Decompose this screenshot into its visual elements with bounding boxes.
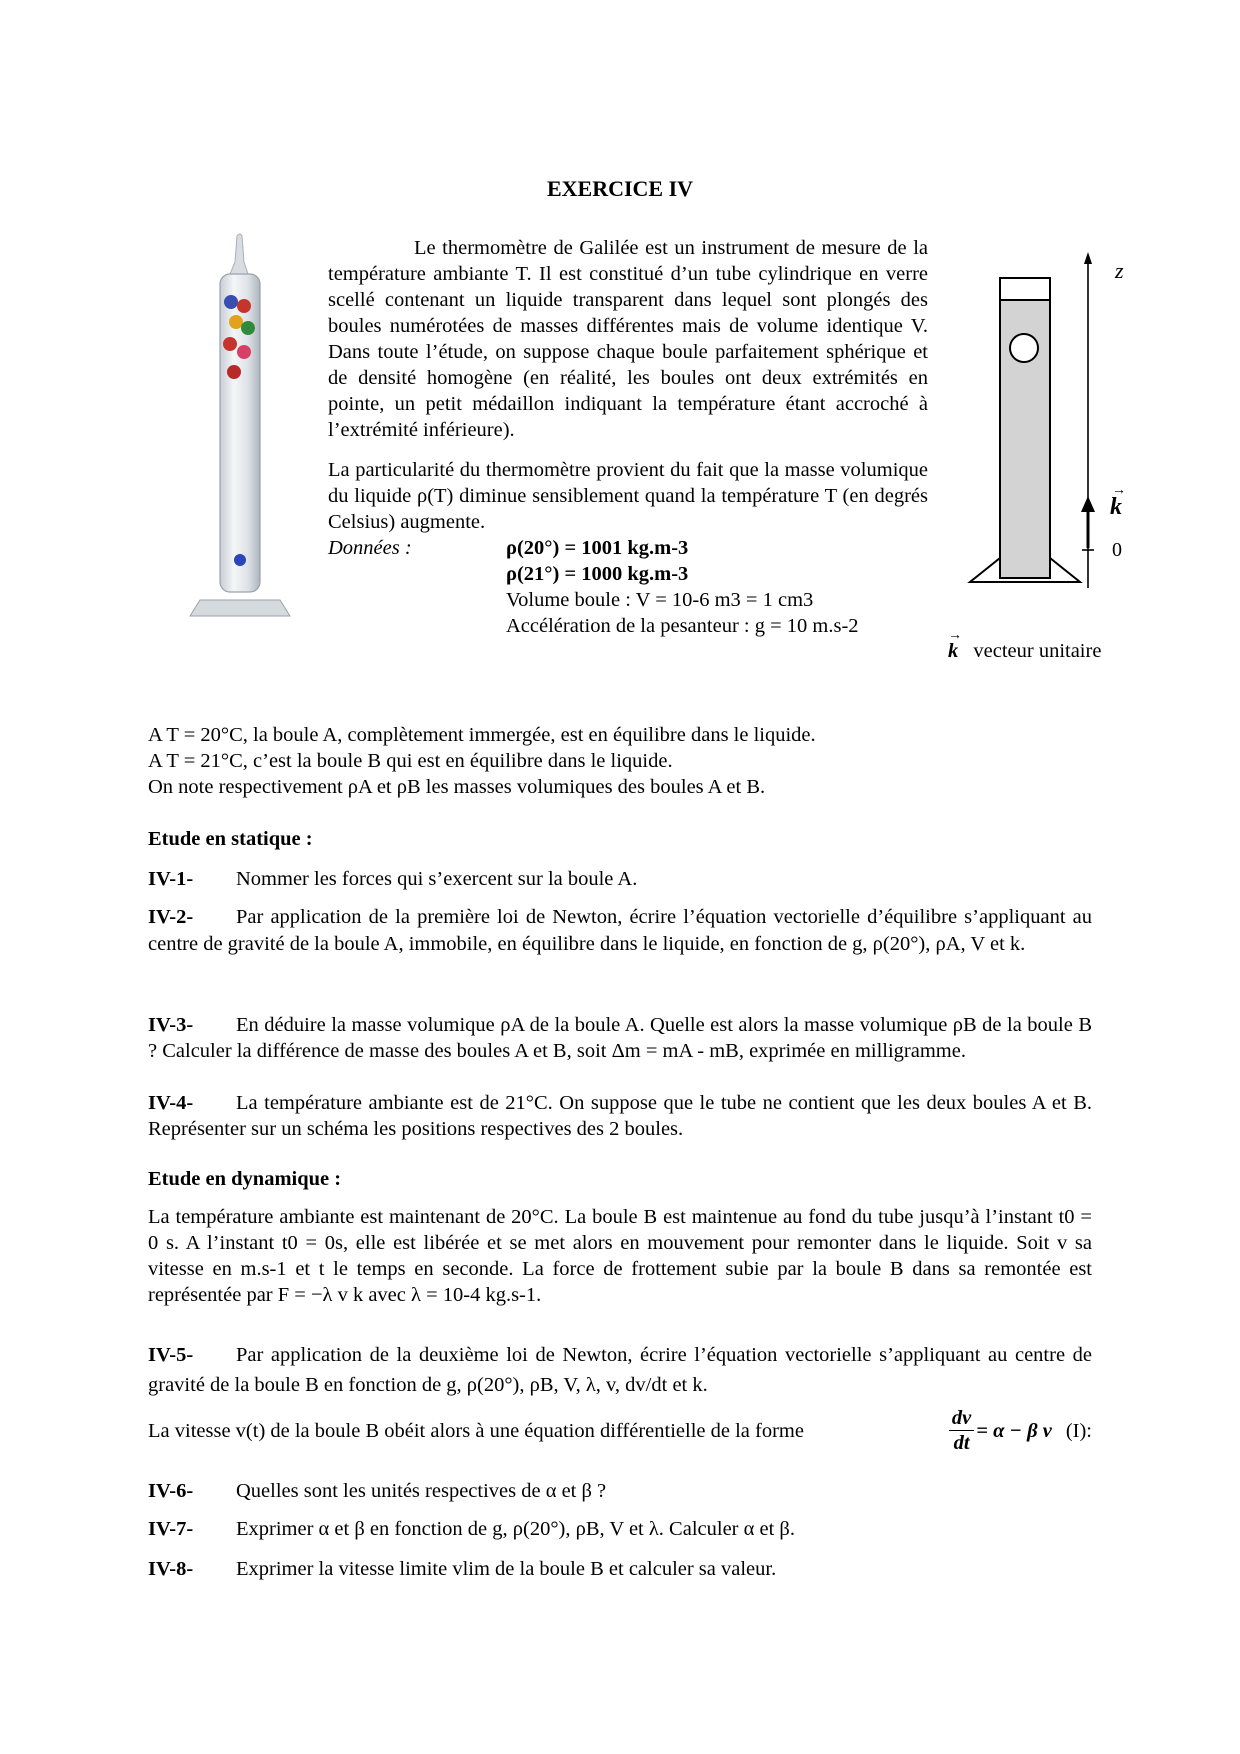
section-dynamic-heading: Etude en dynamique : <box>148 1168 342 1190</box>
question-8-text: Exprimer la vitesse limite vlim de la boule B et calculer sa valeur. <box>236 1558 777 1580</box>
dynamic-intro-text: La température ambiante est maintenant de 20°C. La boule B est maintenue au fond du tube jusqu’à l’instant t0 = 0 s. A l’instant t0 = 0s, elle est libérée et se met alors en mouvement pour remonter dans le liquide. Soit v sa vitesse en m.s-1 et t le temps en seconde. La force de frottement subie par la boule B dans sa remontée est représentée par F = −λ v k avec λ = 10-4 kg.s-1. <box>148 1206 1092 1306</box>
origin-label: 0 <box>1112 539 1122 561</box>
data-label: Données : <box>328 537 412 559</box>
dynamic-intro <box>148 1204 1092 1308</box>
data-volume: Volume boule : V = 10-6 m3 = 1 cm3 <box>506 589 814 611</box>
question-8 <box>148 1556 1092 1582</box>
exercise-title: EXERCICE IV <box>546 176 694 201</box>
data-line-4 <box>328 613 928 639</box>
intro-paragraph-2: La particularité du thermomètre provient du fait que la masse volumique du liquide ρ(T) diminue sensiblement quand la température T (en degrés Celsius) augmente. <box>328 459 928 533</box>
data-rho-21: ρ(21°) = 1000 kg.m-3 <box>506 563 689 585</box>
question-1-label: IV-1- <box>148 868 194 890</box>
ball-icon <box>1010 334 1038 362</box>
equation-lead: La vitesse v(t) de la boule B obéit alors à une équation différentielle de la forme <box>148 1419 804 1442</box>
question-8-label: IV-8- <box>148 1558 194 1580</box>
k-label: k <box>1110 494 1122 520</box>
data-gravity: Accélération de la pesanteur : g = 10 m.s-2 <box>506 615 859 637</box>
question-2-label: IV-2- <box>148 906 194 928</box>
fraction-denominator: dt <box>953 1432 970 1454</box>
equation-tag: (I): <box>1065 1419 1092 1442</box>
statement-3: On note respectivement ρA et ρB les masses volumiques des boules A et B. <box>148 776 766 798</box>
svg-text:→: → <box>1112 483 1126 498</box>
intro-paragraph-1: Le thermomètre de Galilée est un instrument de mesure de la température ambiante T. Il est constitué d’un tube cylindrique en verre scellé contenant un liquide transparent dans lequel sont plongés des boules numérotées de masses différentes mais de volume identique V. Dans toute l’étude, on suppose chaque boule parfaitement sphérique et de densité homogène (en réalité, les boules ont deux extrémités en pointe, un petit médaillon indiquant la température étant accroché à l’extrémité inférieure). <box>328 237 928 441</box>
question-3-label: IV-3- <box>148 1014 194 1036</box>
z-axis-label: z <box>1115 258 1124 283</box>
question-6-label: IV-6- <box>148 1480 194 1502</box>
question-2 <box>148 904 1092 958</box>
question-3-text: En déduire la masse volumique ρA de la boule A. Quelle est alors la masse volumique ρB de la boule B ? Calculer la différence de masse des boules A et B, soit Δm = mA - mB, exprimée en milligramme. <box>148 1014 1092 1062</box>
question-1 <box>148 866 1092 892</box>
question-3 <box>148 1012 1092 1064</box>
question-7-text: Exprimer α et β en fonction de g, ρ(20°), ρB, V et λ. Calculer α et β. <box>236 1518 795 1540</box>
statement-2: A T = 21°C, c’est la boule B qui est en équilibre dans le liquide. <box>148 750 673 772</box>
question-4 <box>148 1090 1092 1142</box>
question-7 <box>148 1516 1092 1542</box>
vector-legend <box>948 638 1101 664</box>
question-6 <box>148 1478 1092 1504</box>
galileo-thermometer-photo <box>178 232 308 622</box>
statements <box>148 722 1092 800</box>
legend-k: → k <box>948 638 958 664</box>
tube-diagram <box>960 248 1150 608</box>
question-6-text: Quelles sont les unités respectives de α et β ? <box>236 1480 607 1502</box>
section-static-heading: Etude en statique : <box>148 828 313 850</box>
question-5 <box>148 1340 1092 1400</box>
differential-equation <box>148 1406 1092 1455</box>
intro-text <box>328 235 928 639</box>
legend-text: vecteur unitaire <box>973 640 1102 662</box>
question-4-text: La température ambiante est de 21°C. On suppose que le tube ne contient que les deux boules A et B. Représenter sur un schéma les positions respectives des 2 boules. <box>148 1092 1092 1140</box>
question-1-text: Nommer les forces qui s’exercent sur la boule A. <box>236 868 638 890</box>
unit-vector-arrow-icon <box>1081 496 1095 512</box>
data-line-1 <box>328 535 928 561</box>
question-5-label: IV-5- <box>148 1344 194 1366</box>
data-line-3 <box>328 587 928 613</box>
question-5-text: Par application de la deuxième loi de Newton, écrire l’équation vectorielle s’appliquant au centre de gravité de la boule B en fonction de g, ρ(20°), ρB, V, λ, v, dv/dt et k. <box>148 1344 1092 1396</box>
question-2-text: Par application de la première loi de Newton, écrire l’équation vectorielle d’équilibre s’appliquant au centre de gravité de la boule A, immobile, en équilibre dans le liquide, en fonction de g, ρ(20°), ρA, V et k. <box>148 906 1092 955</box>
statement-1: A T = 20°C, la boule A, complètement immergée, est en équilibre dans le liquide. <box>148 724 816 746</box>
data-rho-20: ρ(20°) = 1001 kg.m-3 <box>506 537 689 559</box>
derivative-fraction <box>949 1406 974 1455</box>
equation-rhs: = α − β v <box>976 1419 1052 1442</box>
question-7-label: IV-7- <box>148 1518 194 1540</box>
fraction-numerator: dv <box>949 1406 974 1431</box>
data-line-2 <box>328 561 928 587</box>
question-4-label: IV-4- <box>148 1092 194 1114</box>
